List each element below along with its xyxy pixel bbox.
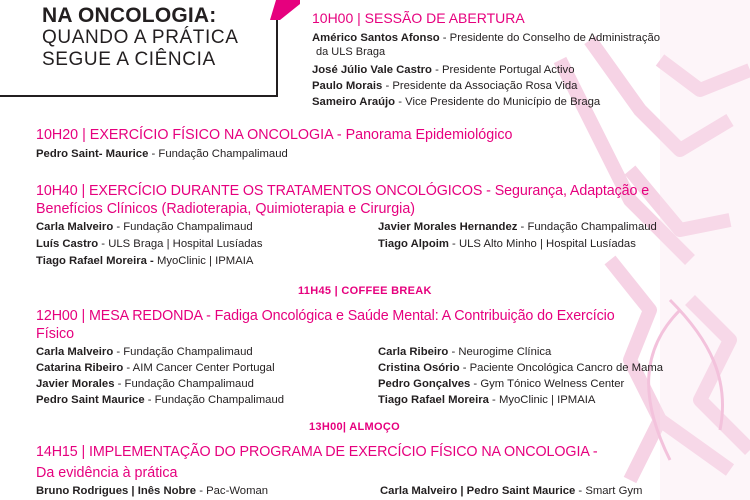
pink-corner-decoration: [270, 0, 300, 20]
session-3-speaker: [378, 378, 624, 390]
session-2-title-line-1: 10H40 | EXERCÍCIO DURANTE OS TRATAMENTOS ONCOLÓGICOS - Segurança, Adaptação e: [36, 183, 650, 199]
session-4-title-line-1: 14H15 | IMPLEMENTAÇÃO DO PROGRAMA DE EXERCÍCIO FÍSICO NA ONCOLOGIA -: [36, 444, 598, 460]
session-2-speaker: [36, 255, 253, 267]
person-name: Pedro Saint Maurice: [36, 394, 145, 406]
title-line-1: NA ONCOLOGIA:: [42, 4, 217, 27]
session-3-speaker: [36, 394, 284, 406]
person-role: - Fundação Champalimaud: [148, 148, 288, 160]
title-line-2: QUANDO A PRÁTICA: [42, 27, 239, 48]
person-role: - AIM Cancer Center Portugal: [123, 362, 275, 374]
person-role: - Vice Presidente do Município de Braga: [395, 96, 601, 108]
person-name: Javier Morales: [36, 378, 115, 390]
person-name: Carla Ribeiro: [378, 346, 449, 358]
person-name: Tiago Rafael Moreira: [378, 394, 489, 406]
person-role: - Fundação Champalimaud: [113, 346, 253, 358]
person-name: Tiago Rafael Moreira -: [36, 255, 154, 267]
session-4-title-line-2: Da evidência à prática: [36, 465, 178, 481]
person-role: MyoClinic | IPMAIA: [153, 255, 254, 267]
session-2-speaker: [36, 238, 262, 250]
person-role: - MyoClinic | IPMAIA: [488, 394, 596, 406]
person-name: Luís Castro: [36, 238, 99, 250]
coffee-break-label: 11H45 | COFFEE BREAK: [298, 285, 432, 297]
session-3-speaker: [36, 362, 275, 374]
person-role: - ULS Alto Minho | Hospital Lusíadas: [448, 238, 636, 250]
opening-person: [312, 64, 574, 76]
session-3-title-line-1: 12H00 | MESA REDONDA - Fadiga Oncológica e Saúde Mental: A Contribuição do Exercício: [36, 308, 615, 324]
opening-person: [312, 32, 660, 44]
person-role: - Fundação Champalimaud: [114, 378, 254, 390]
session-2-title-line-2: Benefícios Clínicos (Radioterapia, Quimioterapia e Cirurgia): [36, 201, 416, 217]
session-2-speaker: [378, 221, 657, 233]
person-name: Pedro Gonçalves: [378, 378, 471, 390]
session-3-speaker: [378, 362, 663, 374]
person-role: - Fundação Champalimaud: [113, 221, 253, 233]
person-name: Catarina Ribeiro: [36, 362, 124, 374]
person-name: Pedro Saint- Maurice: [36, 148, 149, 160]
person-role: - ULS Braga | Hospital Lusíadas: [98, 238, 263, 250]
person-name: Américo Santos Afonso: [312, 32, 440, 44]
person-role: - Fundação Champalimaud: [144, 394, 285, 406]
opening-title: 10H00 | SESSÃO DE ABERTURA: [312, 10, 525, 26]
person-role: da ULS Braga: [316, 46, 386, 58]
session-4-speaker: [380, 485, 642, 497]
session-3-speaker: [36, 346, 253, 358]
session-2-speaker: [36, 221, 253, 233]
person-role: - Paciente Oncológica Cancro de Mama: [459, 362, 664, 374]
person-role: - Neurogime Clínica: [448, 346, 552, 358]
person-name: Tiago Alpoim: [378, 238, 449, 250]
person-name: Paulo Morais: [312, 80, 383, 92]
person-role: - Presidente da Associação Rosa Vida: [382, 80, 578, 92]
person-name: Sameiro Araújo: [312, 96, 396, 108]
opening-person: [312, 80, 577, 92]
opening-person: [312, 96, 600, 108]
session-4-speaker: [36, 485, 268, 497]
person-role: - Presidente Portugal Activo: [431, 64, 575, 76]
session-3-title-line-2: Físico: [36, 326, 75, 342]
session-1-speaker: [36, 148, 288, 160]
session-3-speaker: [36, 378, 254, 390]
person-name: José Júlio Vale Castro: [312, 64, 432, 76]
title-line-3: SEGUE A CIÊNCIA: [42, 49, 216, 70]
person-name: Bruno Rodrigues | Inês Nobre: [36, 485, 197, 497]
person-role: - Presidente do Conselho de Administração: [439, 32, 661, 44]
person-role: - Pac-Woman: [196, 485, 269, 497]
person-name: Cristina Osório: [378, 362, 460, 374]
person-name: Carla Malveiro: [36, 346, 114, 358]
person-role: - Gym Tónico Welness Center: [470, 378, 625, 390]
person-role: - Smart Gym: [575, 485, 643, 497]
session-3-speaker: [378, 394, 595, 406]
session-3-speaker: [378, 346, 551, 358]
person-name: Javier Morales Hernandez: [378, 221, 518, 233]
lunch-label: 13H00| ALMOÇO: [309, 421, 400, 433]
person-role: - Fundação Champalimaud: [517, 221, 657, 233]
person-name: Carla Malveiro | Pedro Saint Maurice: [380, 485, 576, 497]
session-1-title: 10H20 | EXERCÍCIO FÍSICO NA ONCOLOGIA - Panorama Epidemiológico: [36, 127, 513, 143]
opening-person: [316, 46, 385, 58]
person-name: Carla Malveiro: [36, 221, 114, 233]
session-2-speaker: [378, 238, 636, 250]
